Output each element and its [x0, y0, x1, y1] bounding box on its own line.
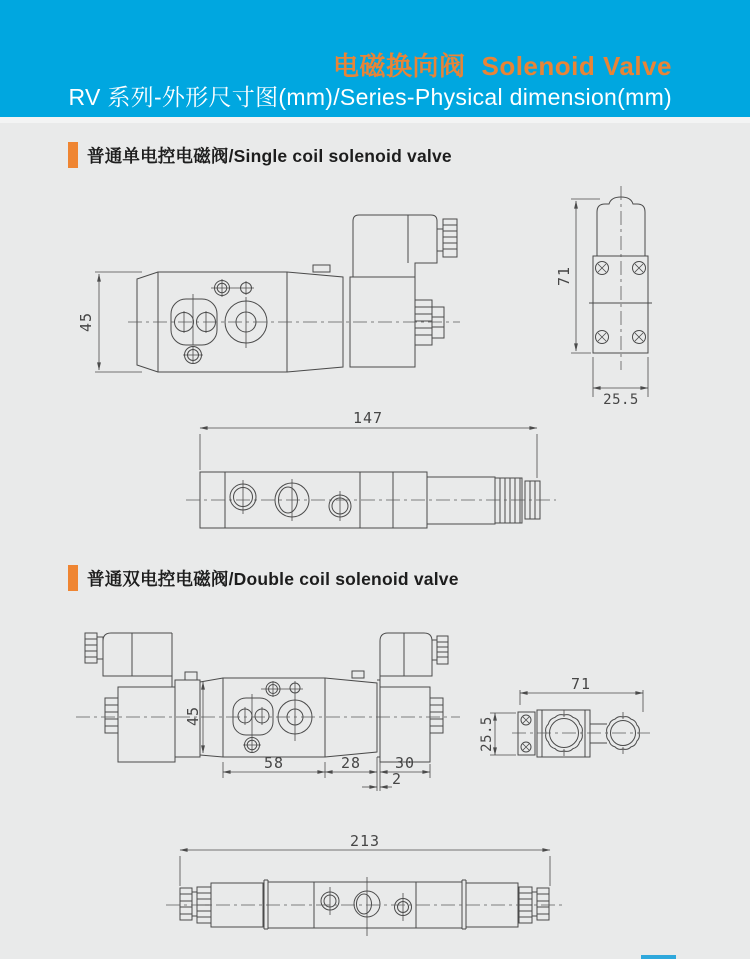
dim-147-label: 147 [352, 409, 384, 427]
section-double-heading [68, 565, 459, 591]
page-title-en: Solenoid Valve [481, 51, 672, 81]
ports [171, 279, 267, 364]
ports [321, 877, 412, 936]
dim-28-label: 28 [340, 754, 362, 772]
single-front-view-drawing [165, 400, 585, 548]
double-front-view-drawing [148, 818, 603, 959]
dim-25-5 [593, 357, 648, 408]
valve-body [593, 256, 648, 353]
dim-213 [180, 832, 550, 886]
dim-71-label: 71 [555, 265, 573, 287]
single-top-view-drawing [60, 188, 480, 400]
override-ribs [415, 300, 444, 345]
valve-body [518, 710, 590, 757]
left-din-connector [85, 633, 172, 687]
valve-body [137, 265, 415, 372]
double-side-view-drawing [479, 648, 720, 805]
dim-213-label: 213 [349, 832, 381, 850]
right-coil [380, 687, 443, 762]
dim-30-label: 30 [394, 754, 416, 772]
din-connector [353, 215, 457, 277]
page-title-cn: 电磁换向阀 [332, 51, 466, 81]
dim-25-5-label: 25.5 [603, 392, 639, 408]
single-side-view-drawing [550, 180, 745, 415]
valve-body [211, 880, 518, 929]
dim-2-label: 2 [391, 770, 403, 788]
dim-25-5-label: 25.5 [479, 716, 495, 752]
section-single-heading [68, 142, 452, 168]
dim-71-label: 71 [570, 675, 592, 693]
orange-bar-icon [68, 565, 78, 591]
dim-25-5 [479, 713, 516, 755]
dim-58-label: 58 [263, 754, 285, 772]
orange-bar-icon [68, 142, 78, 168]
dim-147 [200, 409, 537, 478]
footer-accent-bar [641, 955, 676, 959]
page-title [333, 46, 672, 83]
dim-45-label: 45 [77, 311, 95, 333]
header-divider [0, 117, 750, 123]
page-subtitle: RV 系列-外形尺寸图(mm)/Series-Physical dimension(mm) [68, 84, 672, 110]
dim-45-label: 45 [184, 705, 202, 727]
section-double-label: 普通双电控电磁阀/Double coil solenoid valve [87, 568, 459, 589]
page-header [0, 0, 750, 117]
dim-58-28-30-2 [223, 754, 430, 791]
dim-71 [520, 675, 643, 712]
section-single-label: 普通单电控电磁阀/Single coil solenoid valve [87, 145, 452, 166]
double-top-view-drawing [58, 608, 493, 810]
valve-body [200, 671, 380, 757]
right-din-connector [380, 633, 448, 687]
